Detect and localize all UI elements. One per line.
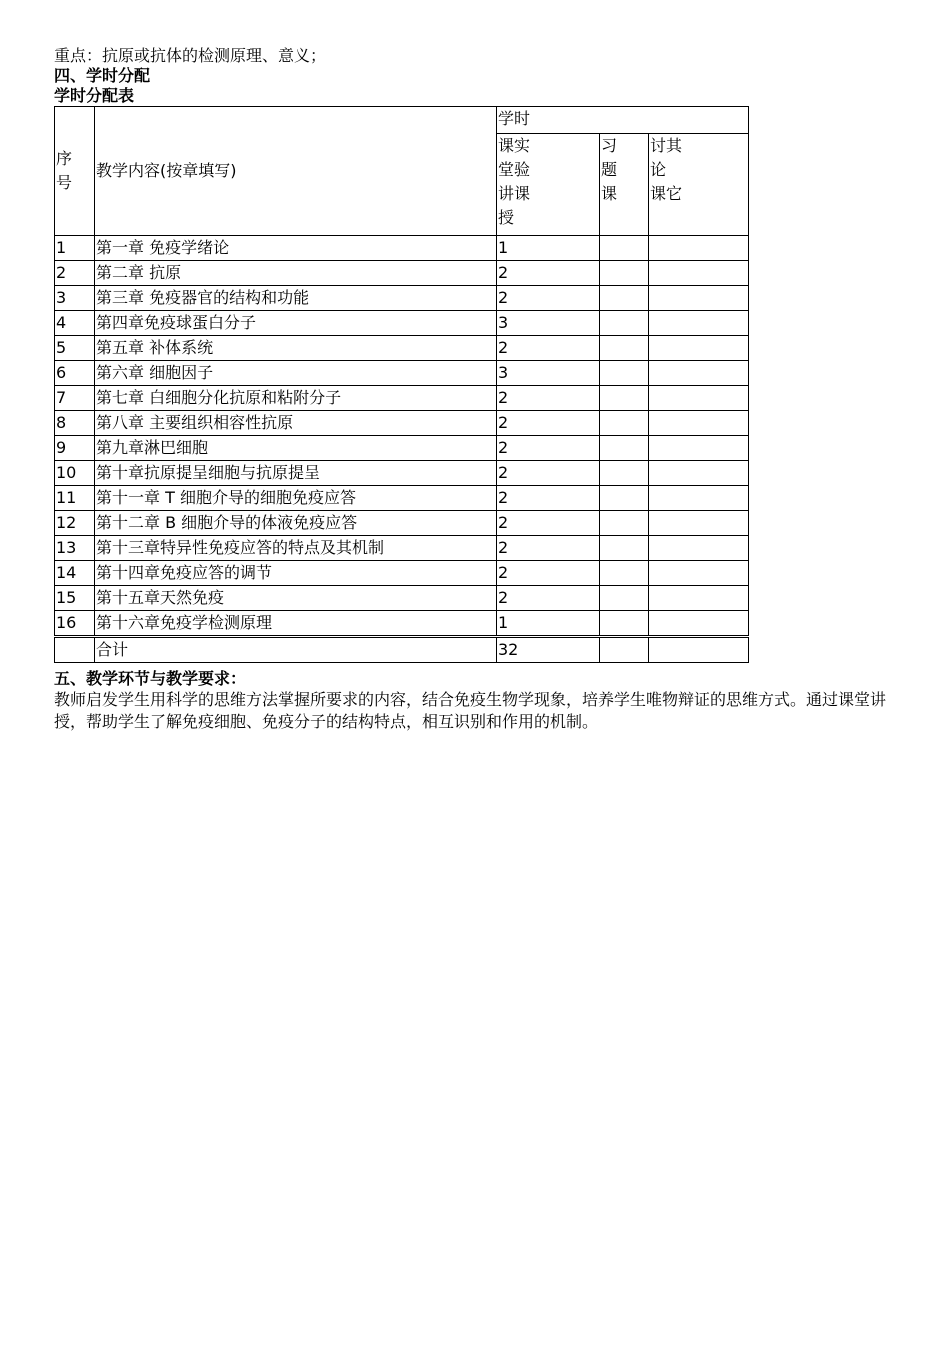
total-label: 合计 [95, 637, 497, 663]
row-exercise-hours [600, 361, 649, 386]
row-exercise-hours [600, 411, 649, 436]
row-number: 9 [55, 436, 95, 461]
table-row [55, 611, 749, 637]
table-row [55, 236, 749, 261]
row-content: 第五章 补体系统 [95, 336, 497, 361]
row-lecture-hours: 2 [497, 461, 600, 486]
table-total-row [55, 637, 749, 663]
row-lecture-hours: 2 [497, 561, 600, 586]
row-exercise-hours [600, 336, 649, 361]
row-exercise-hours [600, 461, 649, 486]
row-discussion-hours [649, 311, 749, 336]
header-lecture: 课实 堂验 讲课 授 [497, 134, 600, 236]
table-row [55, 261, 749, 286]
row-content: 第三章 免疫器官的结构和功能 [95, 286, 497, 311]
row-lecture-hours: 2 [497, 261, 600, 286]
table-row [55, 361, 749, 386]
row-number: 8 [55, 411, 95, 436]
row-discussion-hours [649, 436, 749, 461]
table-row [55, 311, 749, 336]
row-lecture-hours: 2 [497, 286, 600, 311]
row-number: 2 [55, 261, 95, 286]
row-lecture-hours: 2 [497, 536, 600, 561]
row-exercise-hours [600, 386, 649, 411]
row-discussion-hours [649, 286, 749, 311]
row-lecture-hours: 2 [497, 586, 600, 611]
row-exercise-hours [600, 586, 649, 611]
row-discussion-hours [649, 336, 749, 361]
row-number: 15 [55, 586, 95, 611]
row-lecture-hours: 2 [497, 386, 600, 411]
row-discussion-hours [649, 536, 749, 561]
table-row [55, 436, 749, 461]
table-header-row [55, 107, 749, 134]
header-hours-group: 学时 [497, 107, 749, 134]
row-lecture-hours: 2 [497, 486, 600, 511]
row-content: 第七章 白细胞分化抗原和粘附分子 [95, 386, 497, 411]
row-number: 12 [55, 511, 95, 536]
header-content: 教学内容(按章填写) [95, 107, 497, 236]
row-lecture-hours: 1 [497, 611, 600, 637]
document-page [54, 46, 904, 733]
row-number: 13 [55, 536, 95, 561]
row-exercise-hours [600, 436, 649, 461]
row-content: 第一章 免疫学绪论 [95, 236, 497, 261]
row-exercise-hours [600, 286, 649, 311]
table-row [55, 536, 749, 561]
row-exercise-hours [600, 536, 649, 561]
row-content: 第十三章特异性免疫应答的特点及其机制 [95, 536, 497, 561]
table-row [55, 486, 749, 511]
row-content: 第十章抗原提呈细胞与抗原提呈 [95, 461, 497, 486]
row-discussion-hours [649, 261, 749, 286]
table-row [55, 386, 749, 411]
row-content: 第九章淋巴细胞 [95, 436, 497, 461]
table-title: 学时分配表 [54, 86, 135, 105]
row-discussion-hours [649, 561, 749, 586]
row-discussion-hours [649, 411, 749, 436]
row-exercise-hours [600, 486, 649, 511]
row-discussion-hours [649, 236, 749, 261]
row-number: 11 [55, 486, 95, 511]
row-content: 第十五章天然免疫 [95, 586, 497, 611]
row-discussion-hours [649, 386, 749, 411]
table-row [55, 586, 749, 611]
row-number: 6 [55, 361, 95, 386]
table-row [55, 461, 749, 486]
row-number: 16 [55, 611, 95, 637]
row-exercise-hours [600, 611, 649, 637]
header-seq: 序 号 [55, 107, 95, 236]
hours-allocation-table [54, 106, 749, 663]
key-point-text: 重点：抗原或抗体的检测原理、意义； [54, 46, 327, 65]
row-exercise-hours [600, 261, 649, 286]
table-row [55, 511, 749, 536]
table-row [55, 561, 749, 586]
row-discussion-hours [649, 586, 749, 611]
table-row [55, 336, 749, 361]
row-lecture-hours: 1 [497, 236, 600, 261]
row-number: 4 [55, 311, 95, 336]
row-content: 第六章 细胞因子 [95, 361, 497, 386]
row-lecture-hours: 2 [497, 511, 600, 536]
row-discussion-hours [649, 361, 749, 386]
row-content: 第十四章免疫应答的调节 [95, 561, 497, 586]
row-number: 10 [55, 461, 95, 486]
row-discussion-hours [649, 511, 749, 536]
row-lecture-hours: 2 [497, 336, 600, 361]
row-content: 第十六章免疫学检测原理 [95, 611, 497, 637]
total-exercise-hours [600, 637, 649, 663]
header-discussion: 讨其 论 课它 [649, 134, 749, 236]
total-number [55, 637, 95, 663]
row-exercise-hours [600, 236, 649, 261]
row-exercise-hours [600, 311, 649, 336]
row-content: 第十二章 B 细胞介导的体液免疫应答 [95, 511, 497, 536]
row-number: 3 [55, 286, 95, 311]
row-lecture-hours: 3 [497, 361, 600, 386]
row-content: 第二章 抗原 [95, 261, 497, 286]
header-exercise: 习 题 课 [600, 134, 649, 236]
row-lecture-hours: 2 [497, 436, 600, 461]
row-number: 7 [55, 386, 95, 411]
row-number: 14 [55, 561, 95, 586]
total-discussion-hours [649, 637, 749, 663]
row-number: 5 [55, 336, 95, 361]
row-discussion-hours [649, 611, 749, 637]
row-content: 第十一章 T 细胞介导的细胞免疫应答 [95, 486, 497, 511]
row-exercise-hours [600, 511, 649, 536]
row-lecture-hours: 3 [497, 311, 600, 336]
section-five-heading: 五、教学环节与教学要求： [54, 669, 247, 688]
row-exercise-hours [600, 561, 649, 586]
table-row [55, 411, 749, 436]
row-number: 1 [55, 236, 95, 261]
row-discussion-hours [649, 461, 749, 486]
section-four-heading: 四、学时分配 [54, 66, 151, 85]
table-row [55, 286, 749, 311]
total-lecture-hours: 32 [497, 637, 600, 663]
row-discussion-hours [649, 486, 749, 511]
section-five-paragraph: 教师启发学生用科学的思维方法掌握所要求的内容，结合免疫生物学现象，培养学生唯物辩证的思维方式。通过课堂讲授，帮助学生了解免疫细胞、免疫分子的结构特点，相互识别和作用的机制。 [54, 690, 887, 731]
row-content: 第四章免疫球蛋白分子 [95, 311, 497, 336]
row-content: 第八章 主要组织相容性抗原 [95, 411, 497, 436]
row-lecture-hours: 2 [497, 411, 600, 436]
